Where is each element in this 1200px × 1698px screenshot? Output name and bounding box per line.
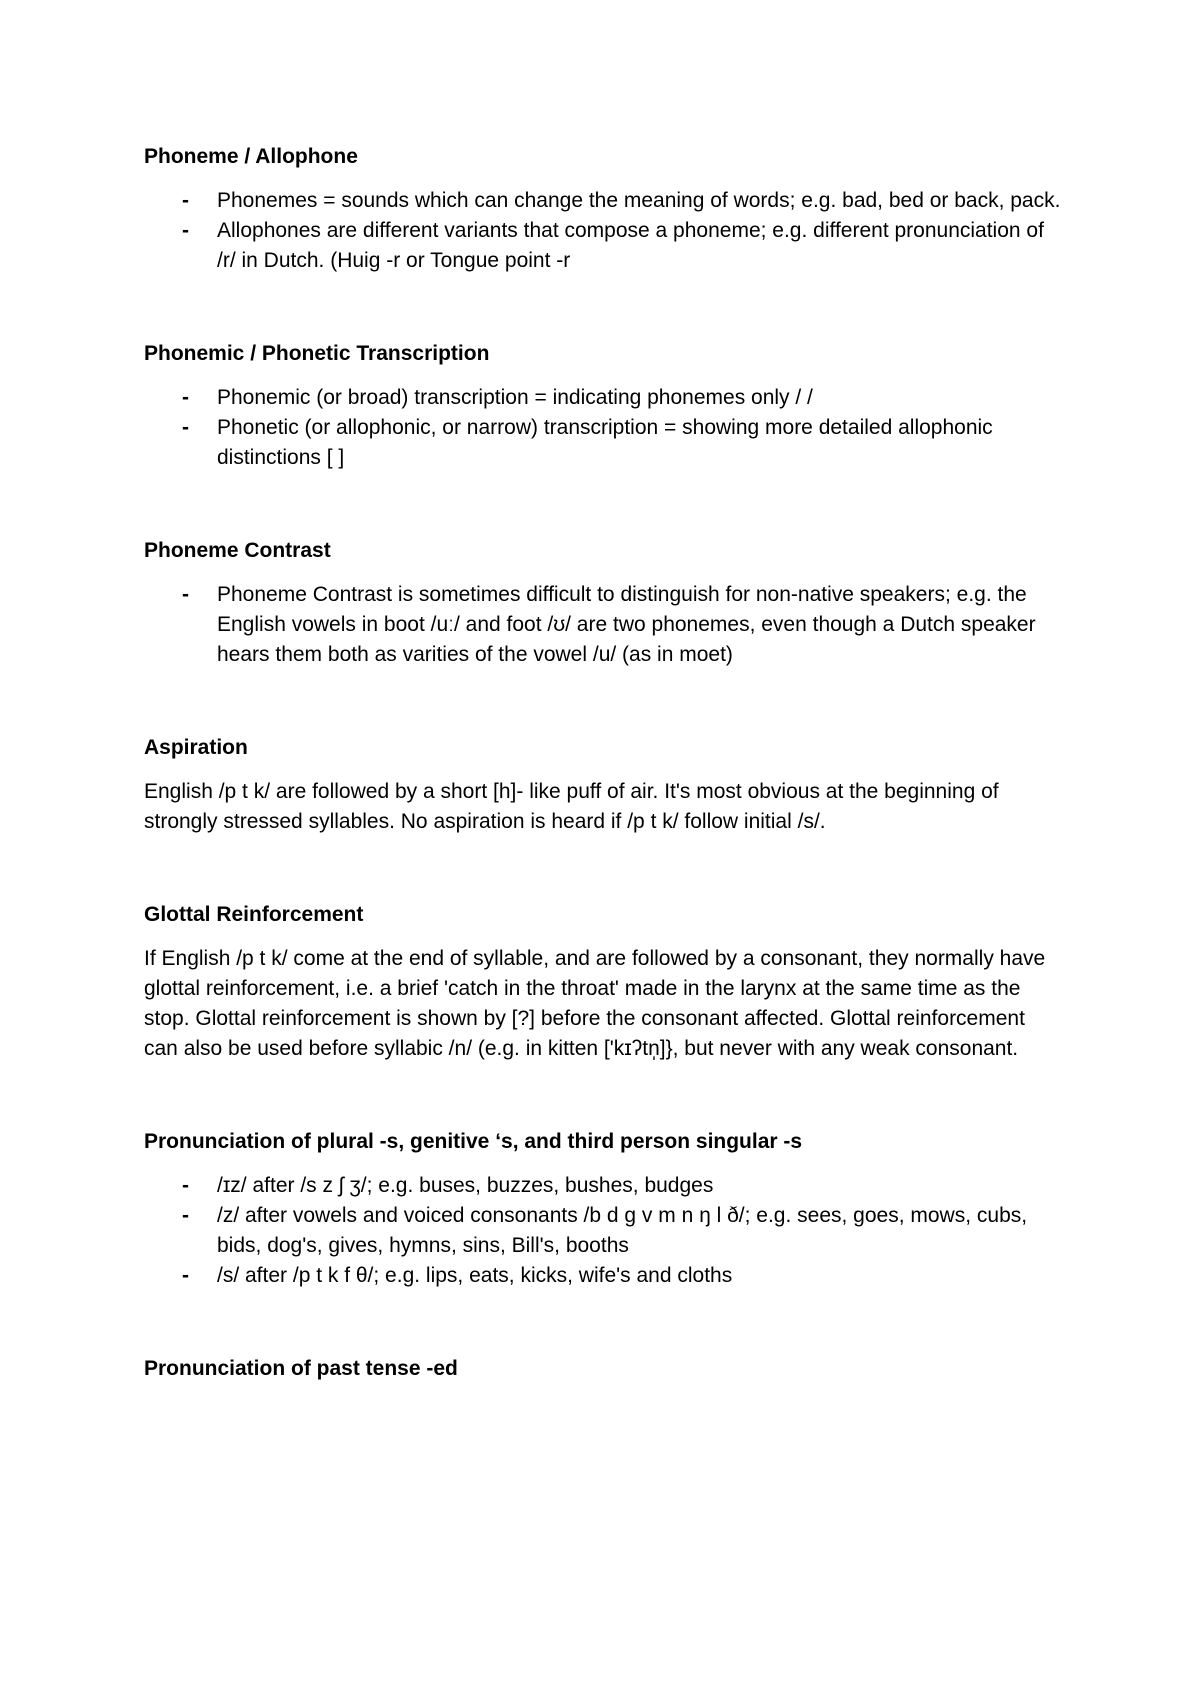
- section-heading: Pronunciation of past tense -ed: [144, 1357, 458, 1380]
- section-paragraph: If English /p t k/ come at the end of syllable, and are followed by a consonant, they normally have glottal reinforcement, i.e. a brief 'catch in the throat' made in the larynx at the same time as the stop. Glottal reinforcement is shown by [?] before the consonant affected. Glottal reinforcement can also be used before syllabic /n/ (e.g. in kitten ['kɪʔtn̩]}, but never with any weak consonant.: [144, 947, 1046, 1060]
- list-item-text: /z/ after vowels and voiced consonants /b d g v m n ŋ l ð/; e.g. sees, goes, mows, cubs, bids, dog's, gives, hymns, sins, Bill's, booths: [217, 1204, 1028, 1257]
- list-item: [144, 580, 1064, 670]
- list-item: [144, 216, 1064, 276]
- bullet-dash: -: [182, 416, 189, 439]
- bullet-dash: -: [182, 1174, 189, 1197]
- section-past-tense: [144, 1354, 1064, 1384]
- section-heading: Phoneme / Allophone: [144, 145, 358, 168]
- list-item-text: Phoneme Contrast is sometimes difficult to distinguish for non-native speakers; e.g. the English vowels in boot /uː/ and foot /ʊ/ are two phonemes, even though a Dutch speaker hears them both as varities of the vowel /u/ (as in moet): [217, 583, 1036, 666]
- list-item: [144, 1171, 1064, 1201]
- section-heading: Glottal Reinforcement: [144, 903, 364, 926]
- section-phoneme-allophone: [144, 142, 1064, 276]
- section-paragraph: English /p t k/ are followed by a short [h]- like puff of air. It's most obvious at the beginning of strongly stressed syllables. No aspiration is heard if /p t k/ follow initial /s/.: [144, 780, 999, 833]
- section-phoneme-contrast: [144, 536, 1064, 670]
- bullet-dash: -: [182, 386, 189, 409]
- bullet-list: [144, 186, 1064, 276]
- list-item-text: Phonemes = sounds which can change the meaning of words; e.g. bad, bed or back, pack.: [217, 189, 1061, 212]
- list-item: [144, 383, 1064, 413]
- bullet-dash: -: [182, 189, 189, 212]
- list-item-text: Phonetic (or allophonic, or narrow) transcription = showing more detailed allophonic distinctions [ ]: [217, 416, 993, 469]
- document-page: [144, 142, 1064, 1384]
- bullet-dash: -: [182, 1204, 189, 1227]
- section-heading: Aspiration: [144, 736, 248, 759]
- list-item-text: Allophones are different variants that compose a phoneme; e.g. different pronunciation of /r/ in Dutch. (Huig -r or Tongue point -r: [217, 219, 1044, 272]
- bullet-dash: -: [182, 1264, 189, 1287]
- bullet-dash: -: [182, 583, 189, 606]
- list-item-text: Phonemic (or broad) transcription = indicating phonemes only / /: [217, 386, 813, 409]
- list-item: [144, 186, 1064, 216]
- bullet-list: [144, 383, 1064, 473]
- list-item: [144, 1261, 1064, 1291]
- section-aspiration: [144, 733, 1064, 837]
- section-heading: Pronunciation of plural -s, genitive ‘s, and third person singular -s: [144, 1130, 803, 1153]
- section-glottal-reinforcement: [144, 900, 1064, 1064]
- bullet-list: [144, 580, 1064, 670]
- section-heading: Phonemic / Phonetic Transcription: [144, 342, 490, 365]
- section-heading: Phoneme Contrast: [144, 539, 331, 562]
- list-item: [144, 413, 1064, 473]
- section-transcription: [144, 339, 1064, 473]
- bullet-list: [144, 1171, 1064, 1291]
- list-item-text: /ɪz/ after /s z ʃ ʒ/; e.g. buses, buzzes, bushes, budges: [217, 1174, 714, 1197]
- list-item-text: /s/ after /p t k f θ/; e.g. lips, eats, kicks, wife's and cloths: [217, 1264, 733, 1287]
- section-plural-pronunciation: [144, 1127, 1064, 1291]
- list-item: [144, 1201, 1064, 1261]
- bullet-dash: -: [182, 219, 189, 242]
